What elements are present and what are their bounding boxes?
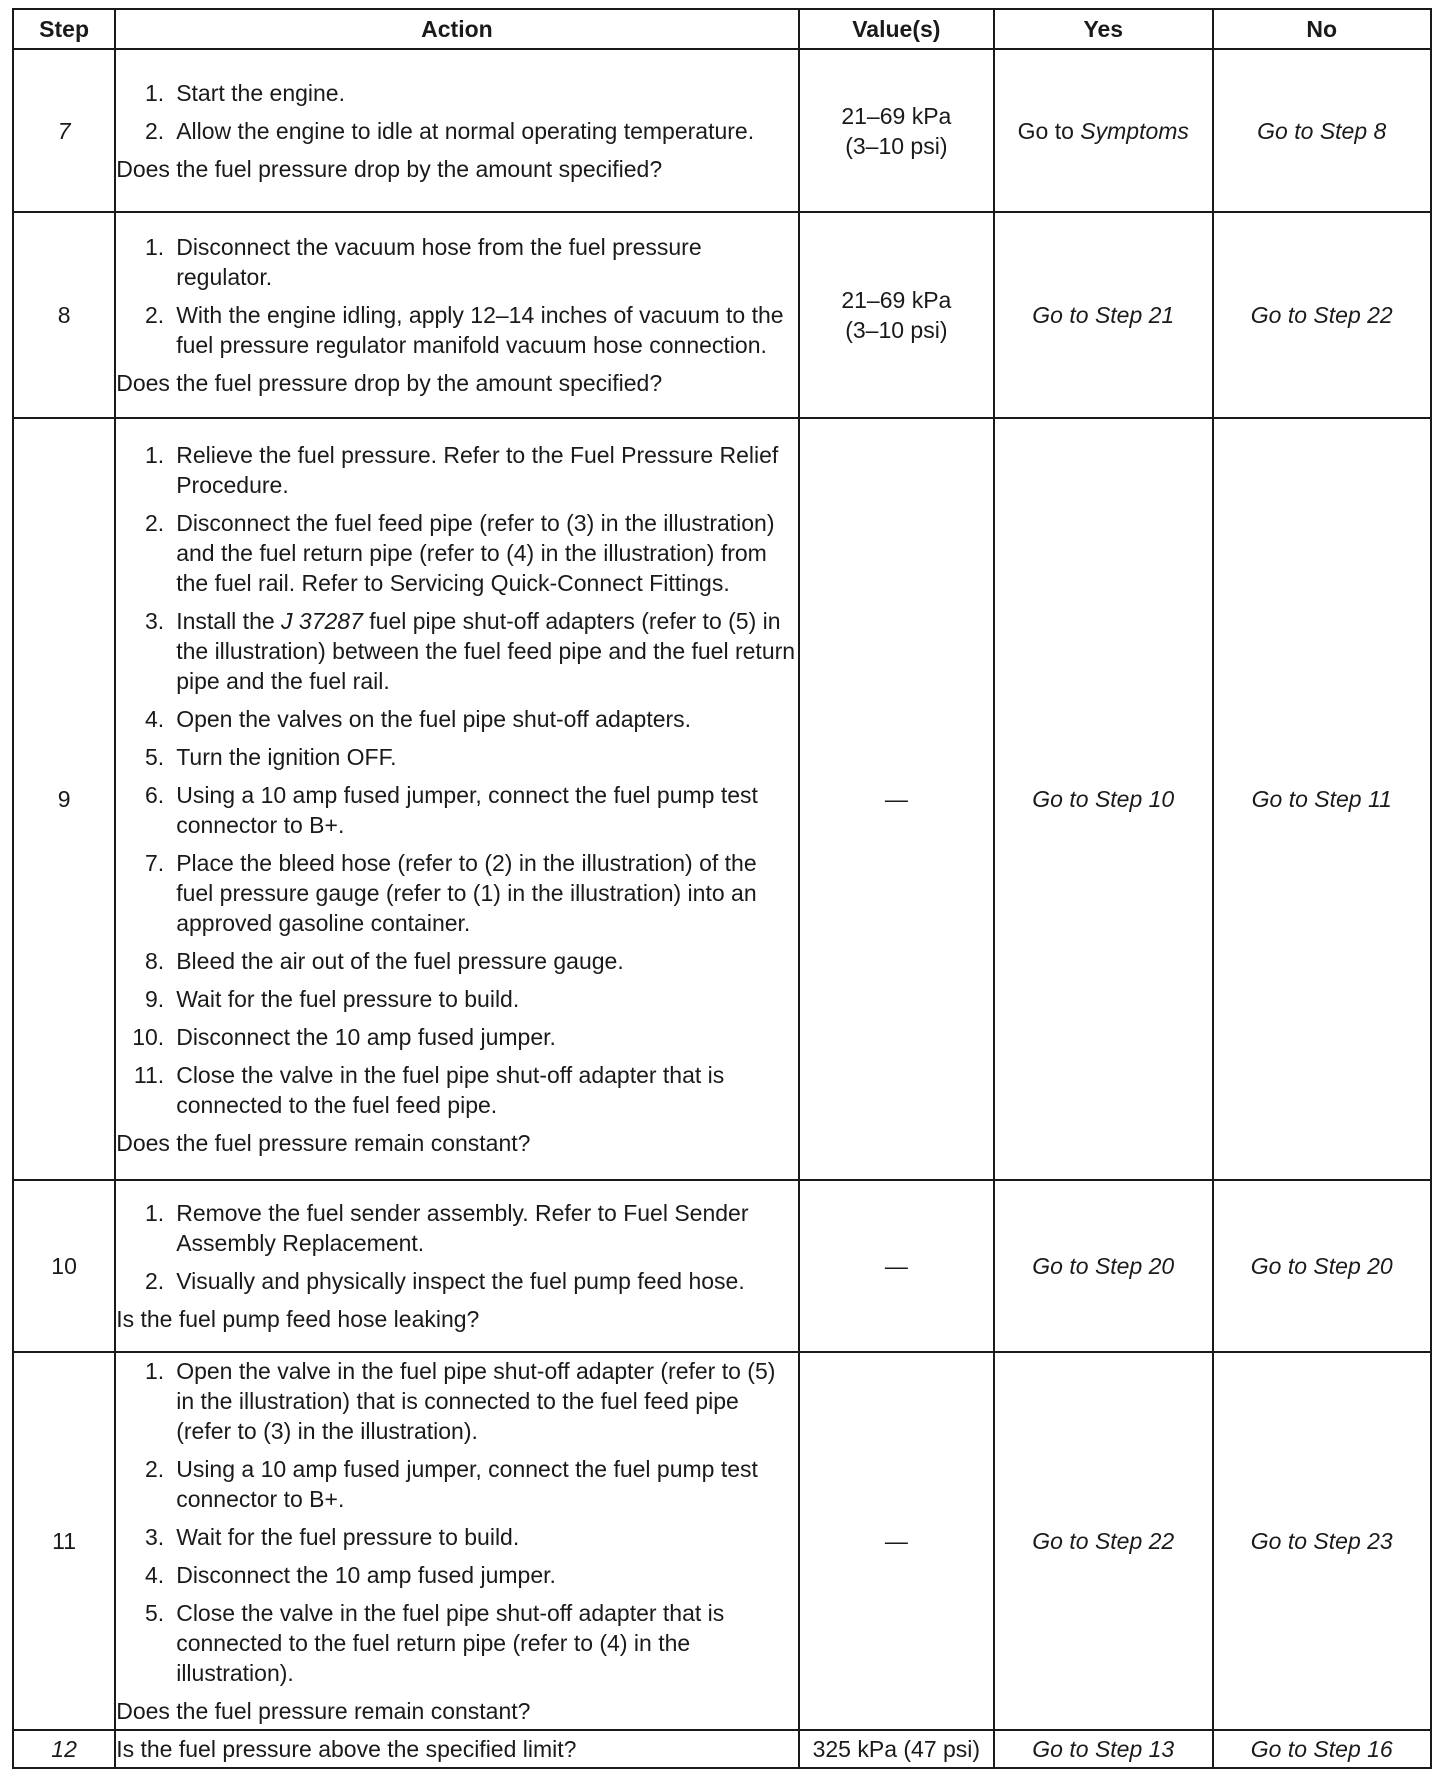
list-item: 4. Open the valves on the fuel pipe shut-off adapters. [145, 706, 692, 732]
action-steps [116, 1356, 797, 1688]
header-row [13, 9, 1431, 49]
step-number: 11 [13, 1352, 115, 1730]
yes-link[interactable]: Go to Step 22 [994, 1352, 1212, 1730]
action-cell [115, 1352, 798, 1730]
list-item: 11. Close the valve in the fuel pipe shut-off adapter that is connected to the fuel feed pipe. [133, 1062, 725, 1118]
list-item: 3. Wait for the fuel pressure to build. [145, 1524, 520, 1550]
yes-link[interactable]: Go to Step 21 [994, 212, 1212, 418]
step-number: 12 [13, 1730, 115, 1768]
table-row [13, 1730, 1431, 1768]
step-number: 9 [13, 418, 115, 1180]
step-question: Does the fuel pressure remain constant? [116, 1130, 531, 1156]
list-item: 7. Place the bleed hose (refer to (2) in the illustration) of the fuel pressure gauge (refer to (1) in the illustration) into an approved gasoline container. [145, 850, 757, 936]
list-item: 1. Relieve the fuel pressure. Refer to the Fuel Pressure Relief Procedure. [145, 442, 779, 498]
list-item: 2. With the engine idling, apply 12–14 inches of vacuum to the fuel pressure regulator manifold vacuum hose connection. [145, 302, 784, 358]
yes-link[interactable]: Go to Step 10 [994, 418, 1212, 1180]
value-cell: — [799, 1352, 994, 1730]
action-cell [115, 1180, 798, 1352]
list-item: 5. Turn the ignition OFF. [145, 744, 397, 770]
list-item: 2. Allow the engine to idle at normal operating temperature. [145, 117, 755, 144]
list-item: 2. Visually and physically inspect the fuel pump feed hose. [145, 1268, 745, 1294]
action-steps [116, 1198, 797, 1296]
list-item: 6. Using a 10 amp fused jumper, connect the fuel pump test connector to B+. [145, 782, 758, 838]
list-item: 9. Wait for the fuel pressure to build. [145, 986, 520, 1012]
header-no: No [1213, 9, 1432, 49]
no-link[interactable]: Go to Step 16 [1213, 1730, 1432, 1768]
list-item: 3. Install the J 37287 fuel pipe shut-off adapters (refer to (5) in the illustration) between the fuel feed pipe and the fuel return pipe and the fuel rail. [145, 608, 796, 694]
list-item: 1. Disconnect the vacuum hose from the fuel pressure regulator. [145, 234, 702, 290]
table-row [13, 49, 1431, 212]
action-steps [116, 232, 797, 360]
step-number: 8 [13, 212, 115, 418]
header-values: Value(s) [799, 9, 994, 49]
list-item: 2. Disconnect the fuel feed pipe (refer to (3) in the illustration) and the fuel return pipe (refer to (4) in the illustration) from the fuel rail. Refer to Servicing Quick-Connect Fittings. [145, 510, 775, 596]
table-row [13, 1180, 1431, 1352]
yes-link[interactable]: Symptoms [1080, 117, 1189, 144]
no-link[interactable]: Go to Step 11 [1213, 418, 1432, 1180]
step-question: Does the fuel pressure remain constant? [116, 1698, 531, 1724]
value-cell: — [799, 418, 994, 1180]
list-item: 10. Disconnect the 10 amp fused jumper. [132, 1024, 556, 1050]
step-question: Is the fuel pressure above the specified limit? [115, 1730, 798, 1768]
action-cell [115, 212, 798, 418]
list-item: 1. Open the valve in the fuel pipe shut-off adapter (refer to (5) in the illustration) that is connected to the fuel feed pipe (refer to (3) in the illustration). [145, 1358, 776, 1444]
no-link[interactable]: Go to Step 22 [1213, 212, 1432, 418]
list-item: 4. Disconnect the 10 amp fused jumper. [145, 1562, 556, 1588]
yes-cell: Go to Symptoms [994, 49, 1212, 212]
step-question: Does the fuel pressure drop by the amount specified? [116, 370, 663, 396]
step-question: Is the fuel pump feed hose leaking? [116, 1306, 480, 1332]
list-item: 5. Close the valve in the fuel pipe shut-off adapter that is connected to the fuel return pipe (refer to (4) in the illustration). [145, 1600, 725, 1686]
header-step: Step [13, 9, 115, 49]
no-link[interactable]: Go to Step 8 [1213, 49, 1432, 212]
diagnostic-table [12, 8, 1432, 1769]
value-cell: 325 kPa (47 psi) [799, 1730, 994, 1768]
action-cell [115, 418, 798, 1180]
header-yes: Yes [994, 9, 1212, 49]
header-action: Action [115, 9, 798, 49]
action-cell [115, 49, 798, 212]
value-cell: — [799, 1180, 994, 1352]
table-row [13, 418, 1431, 1180]
list-item: 1. Start the engine. [145, 79, 345, 106]
value-cell: 21–69 kPa (3–10 psi) [799, 49, 994, 212]
step-number: 7 [13, 49, 115, 212]
table-row [13, 212, 1431, 418]
step-question: Does the fuel pressure drop by the amount specified? [116, 155, 663, 182]
step-number: 10 [13, 1180, 115, 1352]
action-steps [116, 78, 797, 146]
yes-link[interactable]: Go to Step 20 [994, 1180, 1212, 1352]
no-link[interactable]: Go to Step 23 [1213, 1352, 1432, 1730]
tool-number: J 37287 [281, 608, 363, 634]
yes-link[interactable]: Go to Step 13 [994, 1730, 1212, 1768]
no-link[interactable]: Go to Step 20 [1213, 1180, 1432, 1352]
list-item: 2. Using a 10 amp fused jumper, connect the fuel pump test connector to B+. [145, 1456, 758, 1512]
list-item: 1. Remove the fuel sender assembly. Refer to Fuel Sender Assembly Replacement. [145, 1200, 749, 1256]
value-cell: 21–69 kPa (3–10 psi) [799, 212, 994, 418]
list-item: 8. Bleed the air out of the fuel pressure gauge. [145, 948, 624, 974]
action-steps [116, 440, 797, 1120]
table-row [13, 1352, 1431, 1730]
